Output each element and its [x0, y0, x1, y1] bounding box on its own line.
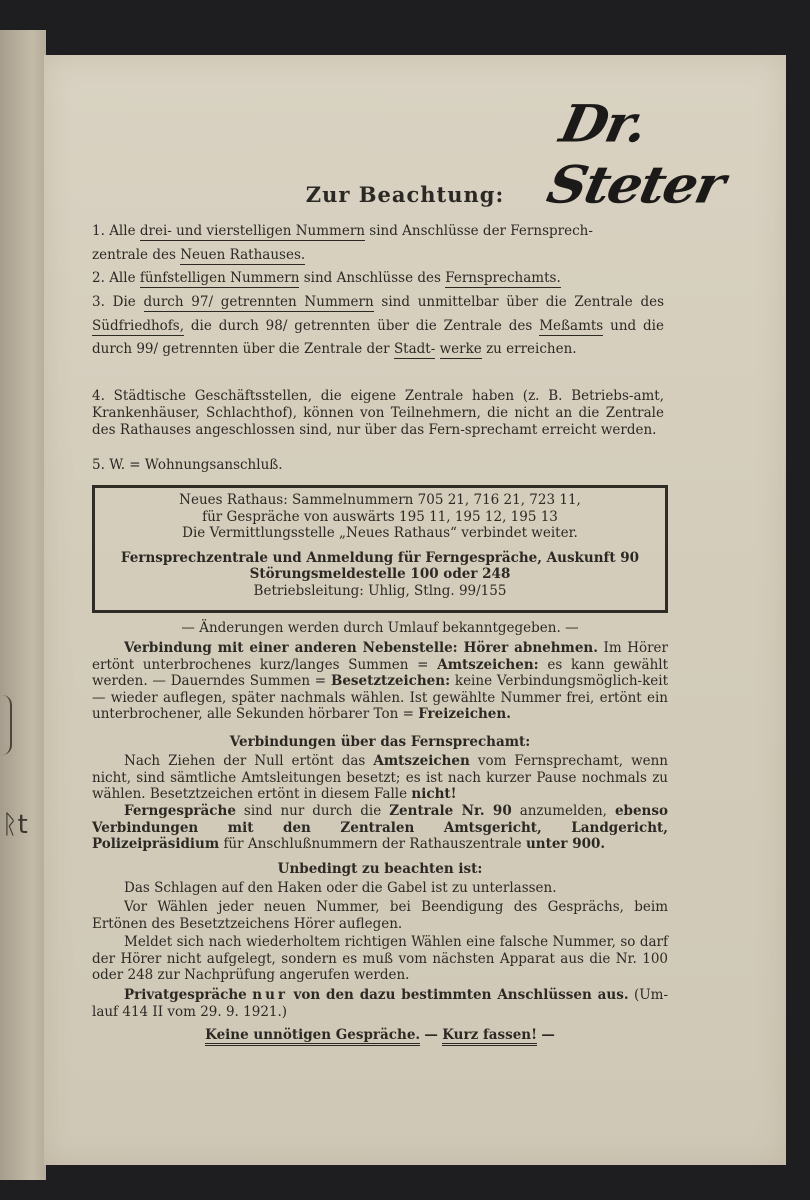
item-text: und die durch 99/ getrennten über die Zentrale der	[92, 317, 664, 357]
rule-item-4	[92, 388, 664, 439]
footer-dash: —	[424, 1027, 438, 1043]
beachten-paragraph-2: Vor Wählen jeder neuen Nummer, bei Beendigung des Gesprächs, beim Ertönen des Besetztzeichens Hörer auflegen.	[92, 899, 668, 932]
item-number: 3.	[92, 294, 105, 310]
changes-notice: — Änderungen werden durch Umlauf bekanntgegeben. —	[181, 620, 579, 636]
box-line: Betriebsleitung: Uhlig, Stlng. 99/155	[253, 582, 507, 599]
bold-text: ebenso Verbindungen mit den Zentralen Amtsgericht, Landgericht, Polizeipräsidium	[92, 803, 668, 852]
beachten-paragraph-1: Das Schlagen auf den Haken oder die Gabel ist zu unterlassen.	[124, 880, 557, 896]
item-underlined: Stadt-	[393, 341, 436, 357]
item-text: sind Anschlüsse des	[303, 270, 441, 286]
item-underlined: Südfriedhofs,	[92, 317, 185, 334]
item-underlined: Fernsprechamts.	[445, 270, 561, 286]
rule-item-1	[92, 220, 664, 267]
box-line: Neues Rathaus: Sammelnummern 705 21, 716 21, 723 11,	[179, 492, 581, 508]
rule-item-2	[92, 267, 664, 291]
fernsprechamt-heading: Verbindungen über das Fernsprechamt:	[229, 734, 531, 750]
item-underlined: durch 97/ getrennten Nummern	[143, 294, 374, 310]
item-number: 4.	[92, 388, 105, 404]
body-text: Im Hörer ertönt unterbrochenes kurz/langes Summen =	[92, 640, 668, 673]
item-text: Alle	[109, 223, 136, 239]
bold-text: Besetztzeichen:	[330, 673, 451, 689]
body-text: (Um-lauf 414 II vom 29. 9. 1921.)	[92, 987, 669, 1020]
spaced-text: nur	[252, 987, 288, 1003]
beachten-paragraph-3: Meldet sich nach wiederholtem richtigen Wählen eine falsche Nummer, so darf der Hörer nicht aufgelegt, sondern es muß vom nächsten Apparat aus die Nr. 100 oder 248 zur Nachprüfung angerufen werden.	[92, 934, 668, 983]
item-text: Städtische Geschäftsstellen, die eigene Zentrale haben (z. B. Betriebs-amt, Krankenhäuser, Schlachthof), können von Teilnehmern, die nicht an die Zentrale des Rathauses angeschlossen sind, nur über das Fern-sprechamt erreicht werden.	[92, 388, 665, 438]
body-text: für Anschlußnummern der Rathauszentrale	[223, 836, 522, 852]
item-underlined: werke	[439, 341, 482, 357]
item-number: 5.	[92, 457, 105, 473]
body-text: es kann gewählt werden. — Dauerndes Summen =	[92, 656, 669, 689]
bold-text: Privatgespräche	[124, 987, 247, 1003]
item-text: des	[640, 294, 665, 310]
footer-line	[92, 1027, 668, 1044]
item-number: 1.	[92, 223, 105, 239]
bold-text: Amtszeichen	[373, 753, 470, 769]
body-text: keine Verbindungsmöglich-keit — wieder auflegen, später nachmals wählen. Ist gewählte Nummer frei, ertönt ein unterbrochener, alle Sekunden hörbarer Ton =	[92, 673, 669, 722]
bold-text: Freizeichen.	[418, 706, 511, 722]
item-text: sind Anschlüsse der Fernsprech-	[369, 223, 593, 239]
bold-text: Amtszeichen:	[437, 656, 539, 673]
fernsprechamt-paragraph	[92, 753, 668, 803]
box-line: für Gespräche von auswärts 195 11, 195 12, 195 13	[202, 508, 558, 525]
rule-item-5	[92, 454, 664, 478]
item-underlined: fünfstelligen Nummern	[139, 270, 300, 286]
ferngespraeche-paragraph	[92, 803, 668, 853]
privatgespraeche-paragraph	[92, 987, 668, 1020]
signature-drawing: Dr. Steter	[542, 93, 730, 215]
contact-box	[92, 485, 668, 613]
rule-item-3	[92, 291, 664, 362]
bold-text: von den dazu bestimmten Anschlüssen aus.	[293, 987, 629, 1003]
item-underlined: Meßamts	[539, 317, 604, 334]
item-text: sind unmittelbar über die Zentrale	[381, 294, 633, 310]
nebenstelle-paragraph	[92, 640, 668, 723]
item-text: Die	[112, 294, 136, 310]
box-line-bold: Störungsmeldestelle 100 oder 248	[249, 566, 511, 582]
footer-left: Keine unnötigen Gespräche.	[205, 1027, 420, 1046]
left-page-scribble: ᚱt	[2, 810, 28, 840]
bold-text: Verbindung mit einer anderen Nebenstelle: Hörer abnehmen.	[124, 640, 598, 656]
body-text: Nach Ziehen der Null ertönt das	[124, 753, 366, 769]
bold-text: unter 900.	[525, 836, 606, 852]
item-text: die durch 98/ getrennten über die Zentrale des	[190, 317, 533, 334]
item-text: zu erreichen.	[486, 341, 577, 357]
bold-text: Zentrale Nr. 90	[389, 803, 512, 819]
bold-text: nicht!	[411, 786, 457, 802]
body-text: vom Fernsprechamt, wenn nicht, sind sämtliche Amtsleitungen besetzt; es ist nach kurzer Pause nochmals zu wählen. Besetztzeichen ertönt in diesem Falle	[92, 753, 669, 802]
footer-right: Kurz fassen!	[442, 1027, 537, 1046]
box-line: Die Vermittlungsstelle „Neues Rathaus“ verbindet weiter.	[182, 525, 578, 541]
bold-text: Ferngespräche	[124, 803, 236, 819]
box-line-bold: Fernsprechzentrale und Anmeldung für Ferngespräche, Auskunft 90	[120, 549, 640, 566]
item-underlined: Neuen Rathauses.	[180, 246, 306, 263]
page-title: Zur Beachtung:	[305, 182, 505, 207]
footer-dash: —	[541, 1027, 555, 1043]
body-text: sind nur durch die	[243, 803, 382, 819]
body-text: anzumelden,	[519, 803, 607, 819]
item-text: zentrale des	[92, 246, 176, 263]
beachten-heading: Unbedingt zu beachten ist:	[277, 861, 483, 877]
left-page-mark	[0, 695, 12, 755]
item-underlined: drei- und vierstelligen Nummern	[139, 223, 365, 239]
item-number: 2.	[92, 270, 105, 286]
item-text: W. = Wohnungsanschluß.	[109, 457, 283, 473]
item-text: Alle	[109, 270, 136, 286]
